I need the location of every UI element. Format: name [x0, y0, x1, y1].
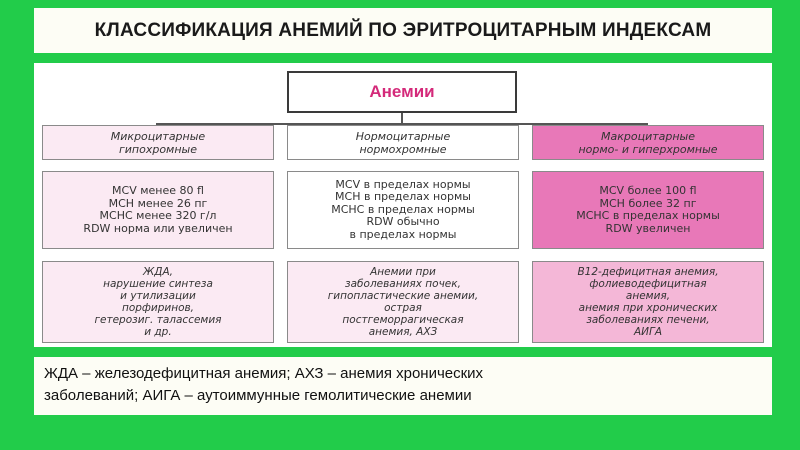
title-banner	[34, 8, 772, 53]
conditions-microcytic: ЖДА, нарушение синтеза и утилизации порфиринов, гетерозиг. талассемия и др.	[42, 261, 274, 343]
header-normocytic: Нормоцитарные нормохромные	[287, 125, 519, 160]
header-macrocytic: Макроцитарные нормо- и гиперхромные	[532, 125, 764, 160]
connector-root-down	[401, 113, 403, 123]
root-label: Анемии	[369, 82, 435, 101]
conditions-macrocytic: B12-дефицитная анемия, фолиеводефицитная анемия, анемия при хронических заболеваниях печени, АИГА	[532, 261, 764, 343]
root-node	[287, 71, 517, 113]
conditions-normocytic: Анемии при заболеваниях почек, гипопластические анемии, острая постгеморрагическая анемия, АХЗ	[287, 261, 519, 343]
abbreviation-legend	[34, 357, 772, 415]
params-normocytic: MCV в пределах нормы MCH в пределах нормы MCHC в пределах нормы RDW обычно в пределах нормы	[287, 171, 519, 249]
params-microcytic: MCV менее 80 fl MCH менее 26 пг MCHC менее 320 г/л RDW норма или увеличен	[42, 171, 274, 249]
legend-line-1: ЖДА – железодефицитная анемия; АХЗ – анемия хронических	[44, 365, 484, 382]
legend-line-2: заболеваний; АИГА – аутоиммунные гемолитические анемии	[44, 387, 472, 404]
header-microcytic: Микроцитарные гипохромные	[42, 125, 274, 160]
params-macrocytic: MCV более 100 fl MCH более 32 пг MCHC в пределах нормы RDW увеличен	[532, 171, 764, 249]
classification-diagram	[34, 63, 772, 347]
slide-title: КЛАССИФИКАЦИЯ АНЕМИЙ ПО ЭРИТРОЦИТАРНЫМ ИНДЕКСАМ	[94, 20, 712, 41]
